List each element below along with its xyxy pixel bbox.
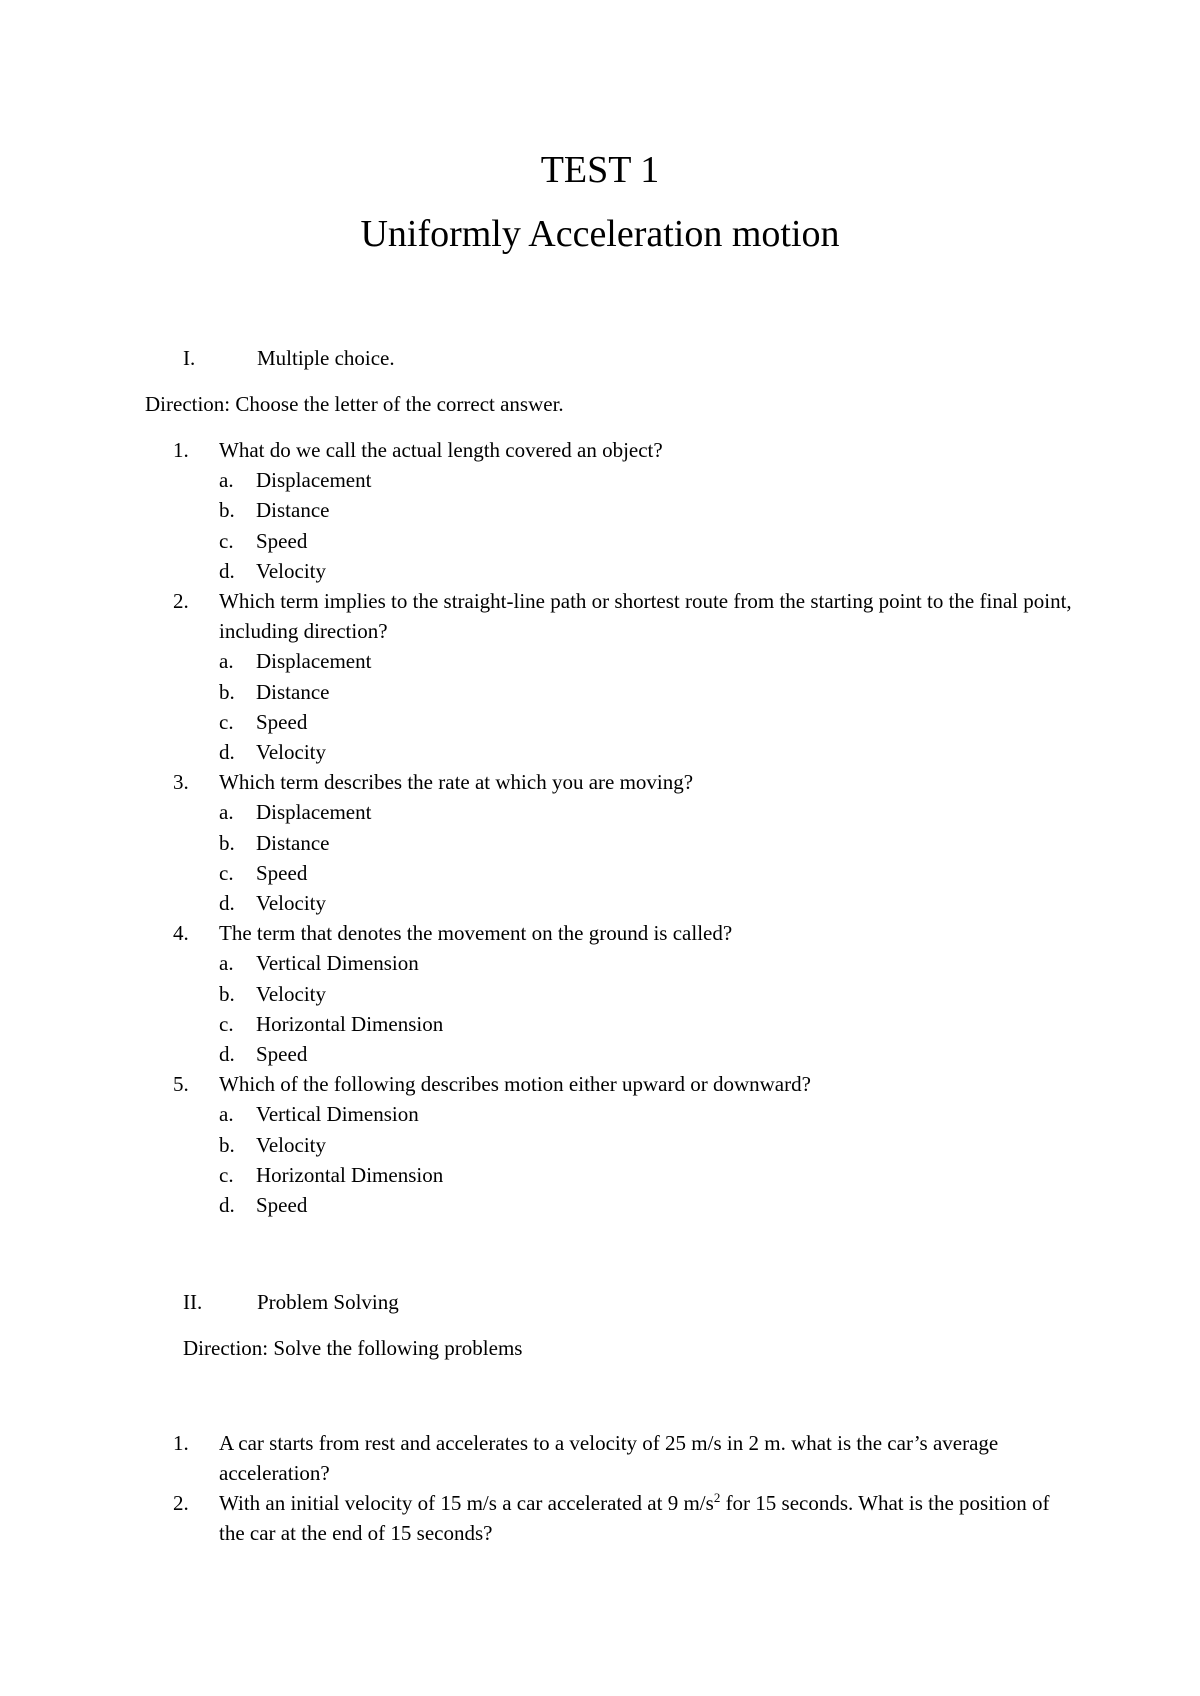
answer-option: [219, 979, 1073, 1009]
option-letter: d.: [219, 1042, 235, 1067]
question-item: [173, 435, 1073, 465]
option-text: Speed: [256, 860, 308, 885]
document-title: TEST 1: [540, 149, 660, 191]
option-text: Speed: [256, 528, 308, 553]
superscript-exponent: 2: [713, 1490, 721, 1505]
option-text: Displacement: [256, 800, 372, 825]
option-letter: d.: [219, 891, 235, 916]
option-letter: c.: [219, 709, 234, 734]
option-text: Distance: [256, 830, 330, 855]
answer-option: [219, 888, 1073, 918]
option-letter: a.: [219, 951, 234, 976]
problem-text-end: for 15 seconds. What is the position of the car at the end of 15 seconds?: [219, 1491, 1050, 1545]
answer-option: [219, 1009, 1073, 1039]
answer-option: [219, 526, 1073, 556]
option-text: Distance: [256, 498, 330, 523]
question-number: 1.: [173, 438, 189, 462]
answer-option: [219, 828, 1073, 858]
answer-option: [219, 707, 1073, 737]
option-letter: c.: [219, 1162, 234, 1187]
option-letter: b.: [219, 679, 235, 704]
option-text: Velocity: [256, 740, 326, 765]
answer-option: [219, 465, 1073, 495]
answer-option: [219, 1160, 1073, 1190]
question-number: 4.: [173, 921, 189, 946]
answer-option: [219, 677, 1073, 707]
section-direction: Direction: Solve the following problems: [183, 1336, 523, 1360]
question-number: 2.: [173, 589, 189, 614]
question-text: Which term describes the rate at which you are moving?: [219, 770, 694, 795]
answer-option: [219, 1099, 1073, 1129]
section-number: II.: [183, 1290, 203, 1314]
option-letter: b.: [219, 981, 235, 1006]
problem-number: 2.: [173, 1491, 189, 1515]
question-text: Which of the following describes motion either upward or downward?: [219, 1072, 811, 1097]
problem-text: A car starts from rest and accelerates to a velocity of 25 m/s in 2 m. what is the car’s average acceleration?: [219, 1431, 999, 1485]
option-text: Displacement: [256, 468, 372, 493]
option-letter: a.: [219, 468, 234, 493]
question-list: [173, 435, 1073, 1220]
option-letter: a.: [219, 649, 234, 674]
question-number: 3.: [173, 770, 189, 795]
option-letter: a.: [219, 1102, 234, 1127]
answer-option: [219, 646, 1073, 676]
option-text: Speed: [256, 1193, 308, 1218]
option-text: Horizontal Dimension: [256, 1162, 444, 1187]
problem-item: [173, 1488, 1073, 1548]
option-letter: d.: [219, 1193, 235, 1218]
section-heading-multiple-choice: [183, 344, 395, 372]
answer-option: [219, 495, 1073, 525]
answer-option: [219, 858, 1073, 888]
answer-option: [219, 1190, 1073, 1220]
answer-option: [219, 556, 1073, 586]
option-letter: a.: [219, 800, 234, 825]
answer-option: [219, 948, 1073, 978]
problem-number: 1.: [173, 1431, 189, 1455]
option-text: Velocity: [256, 1132, 326, 1157]
answer-option: [219, 737, 1073, 767]
section-number: I.: [183, 346, 196, 370]
option-text: Velocity: [256, 891, 326, 916]
option-text: Speed: [256, 709, 308, 734]
problem-text-start: With an initial velocity of 15 m/s a car accelerated at 9 m/s: [219, 1491, 714, 1515]
option-text: Displacement: [256, 649, 372, 674]
option-letter: c.: [219, 860, 234, 885]
section-title: Problem Solving: [257, 1290, 399, 1314]
question-text: Which term implies to the straight-line path or shortest route from the starting point to the final point, including direction?: [219, 589, 1072, 644]
option-letter: b.: [219, 498, 235, 523]
option-text: Distance: [256, 679, 330, 704]
option-text: Vertical Dimension: [256, 951, 419, 976]
question-item: [173, 1069, 1073, 1099]
document-subtitle: Uniformly Acceleration motion: [360, 213, 840, 255]
option-letter: d.: [219, 740, 235, 765]
option-text: Horizontal Dimension: [256, 1011, 444, 1036]
option-letter: c.: [219, 1011, 234, 1036]
question-text: The term that denotes the movement on the ground is called?: [219, 921, 733, 946]
section-title: Multiple choice.: [257, 346, 395, 370]
answer-option: [219, 1130, 1073, 1160]
option-letter: c.: [219, 528, 234, 553]
answer-option: [219, 1039, 1073, 1069]
option-letter: b.: [219, 1132, 235, 1157]
section-heading-problem-solving: [183, 1288, 399, 1316]
option-letter: d.: [219, 558, 235, 583]
question-text: What do we call the actual length covered an object?: [219, 438, 663, 462]
question-item: [173, 586, 1073, 646]
option-text: Velocity: [256, 558, 326, 583]
option-text: Vertical Dimension: [256, 1102, 419, 1127]
question-item: [173, 767, 1073, 797]
option-text: Velocity: [256, 981, 326, 1006]
problem-list: [173, 1428, 1073, 1548]
option-text: Speed: [256, 1042, 308, 1067]
question-number: 5.: [173, 1072, 189, 1097]
problem-text: [219, 1488, 1073, 1548]
option-letter: b.: [219, 830, 235, 855]
answer-option: [219, 797, 1073, 827]
section-direction: Direction: Choose the letter of the correct answer.: [145, 392, 564, 416]
problem-item: [173, 1428, 1073, 1488]
question-item: [173, 918, 1073, 948]
